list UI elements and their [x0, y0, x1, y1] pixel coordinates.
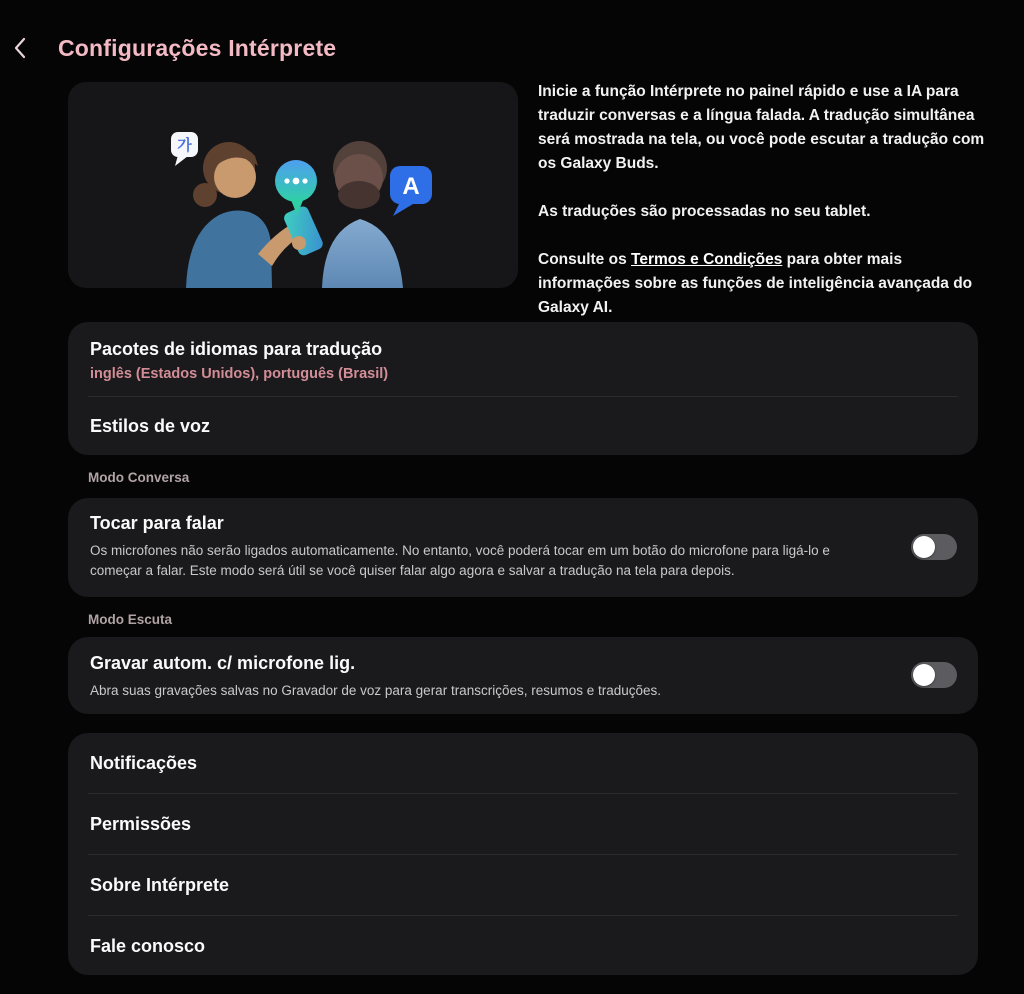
permissions-item[interactable] [68, 794, 978, 854]
page-title: Configurações Intérprete [58, 34, 337, 61]
intro-text [538, 80, 990, 320]
section-header-listening-mode: Modo Escuta [88, 612, 173, 627]
contact-us-item[interactable] [68, 916, 978, 976]
intro-paragraph-1: Inicie a função Intérprete no painel rápido e use a IA para traduzir conversas e a língua falada. A tradução simultânea será mostrada na tela, ou você pode escutar a tradução com os Galaxy Buds. [538, 83, 985, 172]
chevron-left-icon [13, 36, 27, 60]
language-settings-card [68, 322, 978, 455]
intro-paragraph-2: As traduções são processadas no seu tablet. [538, 203, 871, 220]
auto-record-toggle[interactable] [911, 662, 957, 688]
voice-styles-title: Estilos de voz [90, 415, 211, 436]
korean-speech-bubble-icon [171, 132, 198, 166]
language-packs-value: inglês (Estados Unidos), português (Brasil) [90, 366, 389, 382]
permissions-label: Permissões [90, 813, 192, 834]
translate-a-bubble-icon [390, 166, 432, 216]
language-packs-title: Pacotes de idiomas para tradução [90, 339, 383, 359]
notifications-item[interactable] [68, 733, 978, 793]
interpreter-illustration-card [68, 82, 518, 288]
toggle-knob [913, 664, 935, 686]
voice-styles-item[interactable] [68, 397, 978, 455]
tap-to-speak-description: Os microfones não serão ligados automaticamente. No entanto, você poderá tocar em um botão do microfone para ligá-lo e começar a falar. Este modo será útil se você quiser falar algo agora e salvar a tradução na tela para depois. [90, 543, 830, 578]
header [0, 30, 336, 66]
intro-paragraph-3-suffix: para obter mais informações sobre as funções de inteligência avançada do Galaxy AI. [538, 251, 973, 316]
notifications-label: Notificações [90, 752, 198, 773]
interpreter-illustration [68, 82, 518, 288]
links-card [68, 733, 978, 975]
man-figure [322, 141, 403, 288]
tap-to-speak-card[interactable] [68, 498, 978, 597]
auto-record-description: Abra suas gravações salvas no Gravador de voz para gerar transcrições, resumos e traduções. [90, 683, 662, 698]
translate-glyph: A [402, 173, 420, 200]
section-header-conversation-mode: Modo Conversa [88, 470, 190, 485]
auto-record-title: Gravar autom. c/ microfone lig. [90, 653, 356, 673]
about-interpreter-label: Sobre Intérprete [90, 874, 230, 895]
intro-paragraph-3-prefix: Consulte os [538, 251, 632, 268]
about-interpreter-item[interactable] [68, 855, 978, 915]
intro-paragraph-3 [538, 248, 990, 320]
korean-glyph: 가 [177, 137, 192, 154]
toggle-knob [913, 536, 935, 558]
back-button[interactable] [0, 30, 40, 66]
tap-to-speak-title: Tocar para falar [90, 513, 224, 533]
auto-record-card[interactable] [68, 637, 978, 714]
language-packs-item[interactable] [68, 322, 978, 396]
contact-us-label: Fale conosco [90, 935, 206, 956]
chat-dots-bubble-icon [275, 160, 317, 215]
terms-and-conditions-link[interactable]: Termos e Condições [631, 251, 783, 268]
tap-to-speak-toggle[interactable] [911, 534, 957, 560]
